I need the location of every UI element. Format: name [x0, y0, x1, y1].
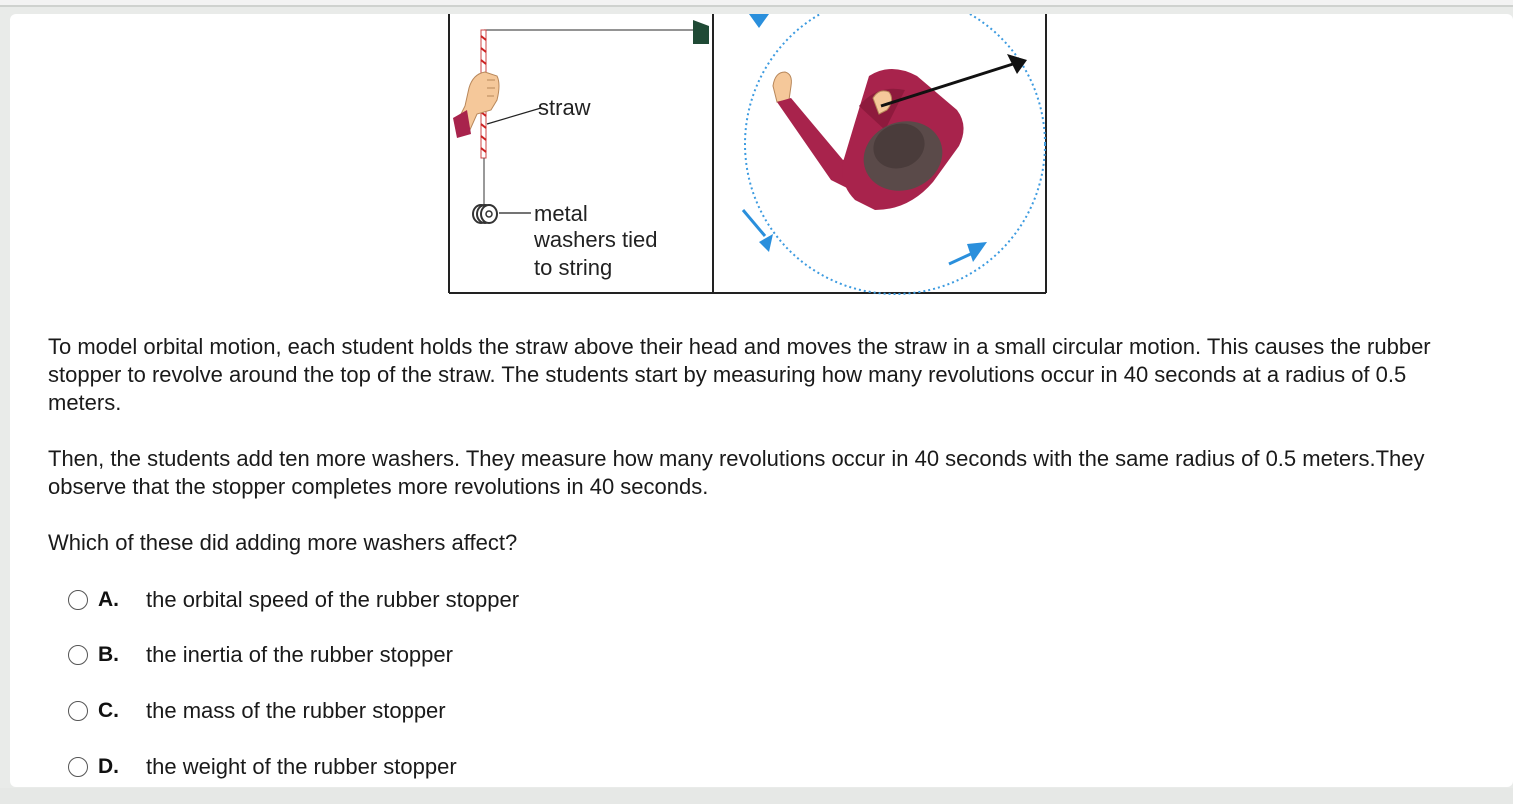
apparatus-figure [447, 14, 1048, 295]
option-b-text: the inertia of the rubber stopper [146, 642, 453, 667]
radio-a[interactable] [68, 590, 88, 610]
radio-b[interactable] [68, 645, 88, 665]
option-c-letter: C. [98, 699, 119, 722]
student-illustration [773, 54, 1027, 210]
option-d-letter: D. [98, 755, 119, 778]
option-b[interactable] [68, 641, 453, 669]
washers-label-line1: metal [534, 201, 588, 226]
option-a-text: the orbital speed of the rubber stopper [146, 587, 520, 612]
option-b-letter: B. [98, 643, 119, 666]
hand-illustration [453, 72, 499, 138]
washers-label-line2: washers tied [534, 227, 658, 252]
bottom-strip [0, 788, 1513, 804]
option-a-letter: A. [98, 588, 119, 611]
washers-label-line3: to string [534, 255, 613, 280]
radio-d[interactable] [68, 757, 88, 777]
option-d[interactable] [68, 753, 457, 781]
rubber-stopper-flag [693, 20, 709, 44]
question-stem: Which of these did adding more washers affect? [48, 530, 518, 555]
passage-paragraph-2: Then, the students add ten more washers. They measure how many revolutions occur in 40 seconds with the same radius of 0.5 meters.They observe that the stopper completes more revolutions in 40 seconds. [48, 446, 1425, 499]
straw-pointer [487, 108, 541, 124]
passage-paragraph-1: To model orbital motion, each student holds the straw above their head and moves the straw in a small circular motion. This causes the rubber stopper to revolve around the top of the straw. The students start by measuring how many revolutions occur in 40 seconds at a radius of 0.5 meters. [48, 334, 1431, 415]
option-a[interactable] [68, 586, 519, 614]
top-shadow [0, 5, 1513, 7]
straw-label: straw [538, 95, 591, 120]
option-c[interactable] [68, 697, 446, 725]
washers-illustration [473, 205, 497, 223]
option-d-text: the weight of the rubber stopper [146, 754, 457, 779]
radio-c[interactable] [68, 701, 88, 721]
option-c-text: the mass of the rubber stopper [146, 698, 446, 723]
